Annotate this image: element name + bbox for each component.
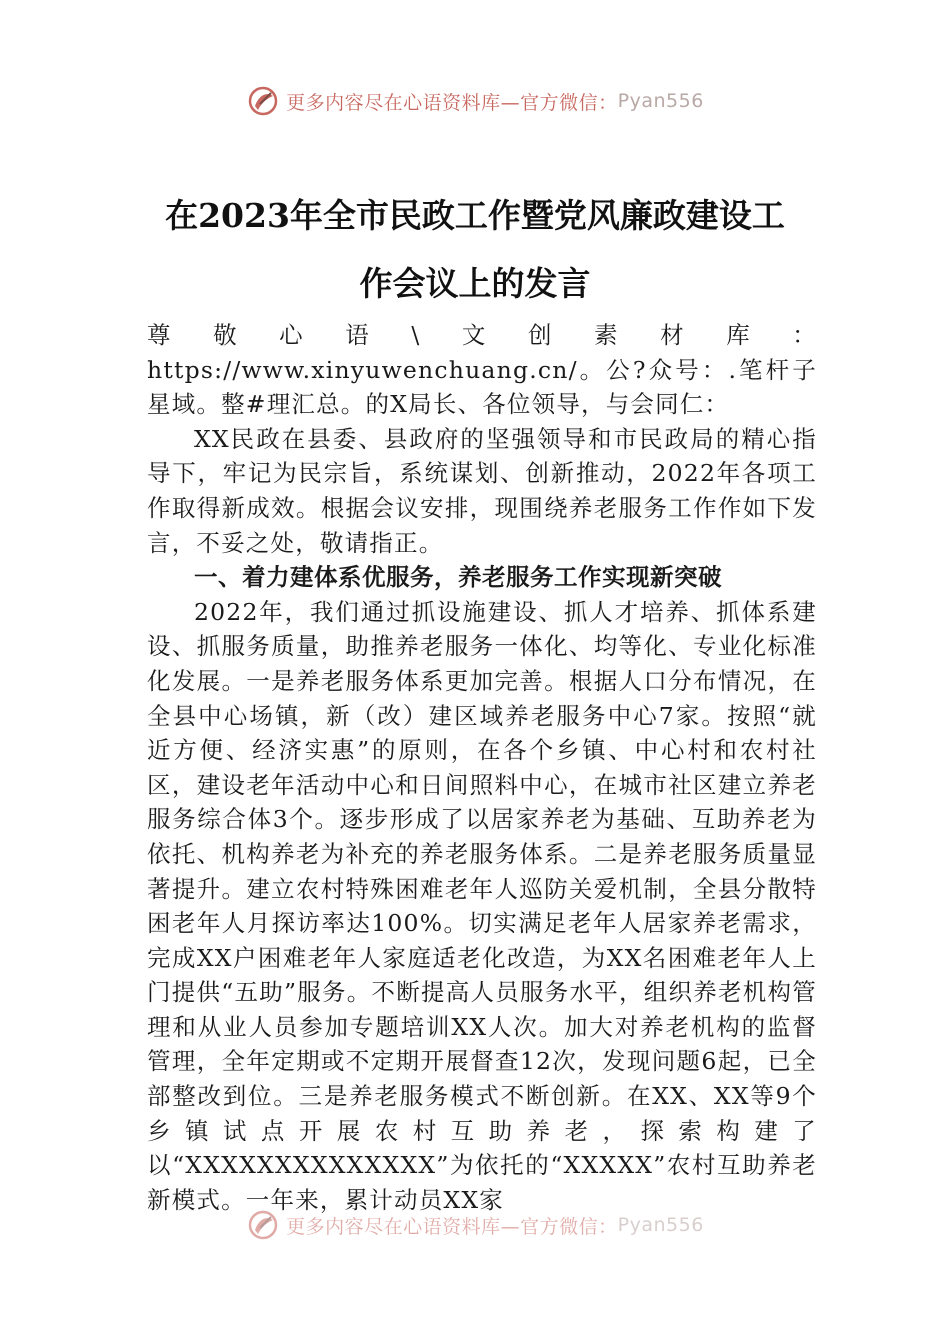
section-heading: 一、着力建体系优服务，养老服务工作实现新突破 bbox=[194, 563, 722, 592]
watermark-text: 更多内容尽在心语资料库—官方微信： bbox=[286, 91, 618, 114]
watermark-wechat-id: Pyan556 bbox=[617, 90, 704, 112]
salutation-paragraph: 尊敬心语\文创素材库：https://www.xinyuwenchuang.cn/。公?众号：.笔杆子星域。整#理汇总。的X局长、各位领导，与会同仁： bbox=[147, 321, 817, 419]
logo-icon bbox=[246, 84, 280, 118]
section-paragraph: 2022年，我们通过抓设施建设、抓人才培养、抓体系建设、抓服务质量，助推养老服务一体化、均等化、专业化标准化发展。一是养老服务体系更加完善。根据人口分布情况，在全县中心场镇，新（改）建区域养老服务中心7家。按照“就近方便、经济实惠”的原则，在各个乡镇、中心村和农村社区，建设老年活动中心和日间照料中心，在城市社区建立养老服务综合体3个。逐步形成了以居家养老为基础、互助养老为依托、机构养老为补充的养老服务体系。二是养老服务质量显著提升。建立农村特殊困难老年人巡防关爱机制，全县分散特困老年人月探访率达100%。切实满足老年人居家养老需求，完成XX户困难老年人家庭适老化改造，为XX名困难老年人上门提供“五助”服务。不断提高人员服务水平，组织养老机构管理和从业人员参加专题培训XX人次。加大对养老机构的监督管理，全年定期或不定期开展督查12次，发现问题6起，已全部整改到位。三是养老服务模式不断创新。在XX、XX等9个乡镇试点开展农村互助养老，探索构建了以“XXXXXXXXXXXXXX”为依托的“XXXXX”农村互助养老新模式。一年来，累计动员XX家 bbox=[147, 597, 817, 1214]
intro-paragraph: XX民政在县委、县政府的坚强领导和市民政局的精心指导下，牢记为民宗旨，系统谋划、创新推动，2022年各项工作取得新成效。根据会议安排，现围绕养老服务工作作如下发言，不妥之处，敬请指正。 bbox=[147, 424, 817, 557]
logo-icon bbox=[246, 1208, 280, 1242]
document-title-line-1: 在2023年全市民政工作暨党风廉政建设工 bbox=[165, 196, 785, 235]
watermark-text: 更多内容尽在心语资料库—官方微信： bbox=[286, 1215, 618, 1238]
document-body bbox=[147, 318, 817, 1217]
watermark-wechat-id: Pyan556 bbox=[617, 1214, 704, 1236]
watermark-footer bbox=[0, 1208, 950, 1242]
watermark-header bbox=[0, 84, 950, 118]
document-title-line-2: 作会议上的发言 bbox=[359, 264, 591, 303]
